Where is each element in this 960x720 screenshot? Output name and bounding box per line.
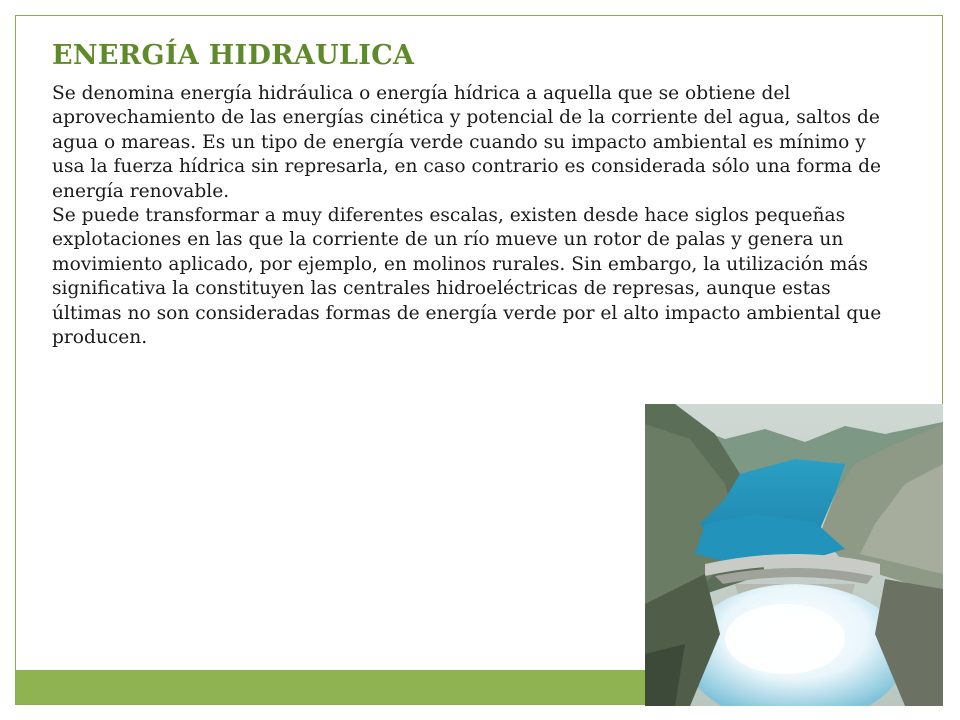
- slide-body: [52, 82, 902, 350]
- slide-title: ENERGÍA HIDRAULICA: [52, 40, 415, 71]
- paragraph-1: Se denomina energía hidráulica o energía hídrica a aquella que se obtiene del aprovechamiento de las energías cinética y potencial de la corriente del agua, saltos de agua o mareas. Es un tipo de energía verde cuando su impacto ambiental es mínimo y usa la fuerza hídrica sin represarla, en caso contrario es considerada sólo una forma de energía renovable.: [52, 83, 882, 202]
- dam-photo: [645, 404, 943, 706]
- paragraph-2: Se puede transformar a muy diferentes escalas, existen desde hace siglos pequeñas explotaciones en las que la corriente de un río mueve un rotor de palas y genera un movimiento aplicado, por ejemplo, en molinos rurales. Sin embargo, la utilización más significativa la constituyen las centrales hidroeléctricas de represas, aunque estas últimas no son consideradas formas de energía verde por el alto impacto ambiental que producen.: [52, 205, 882, 349]
